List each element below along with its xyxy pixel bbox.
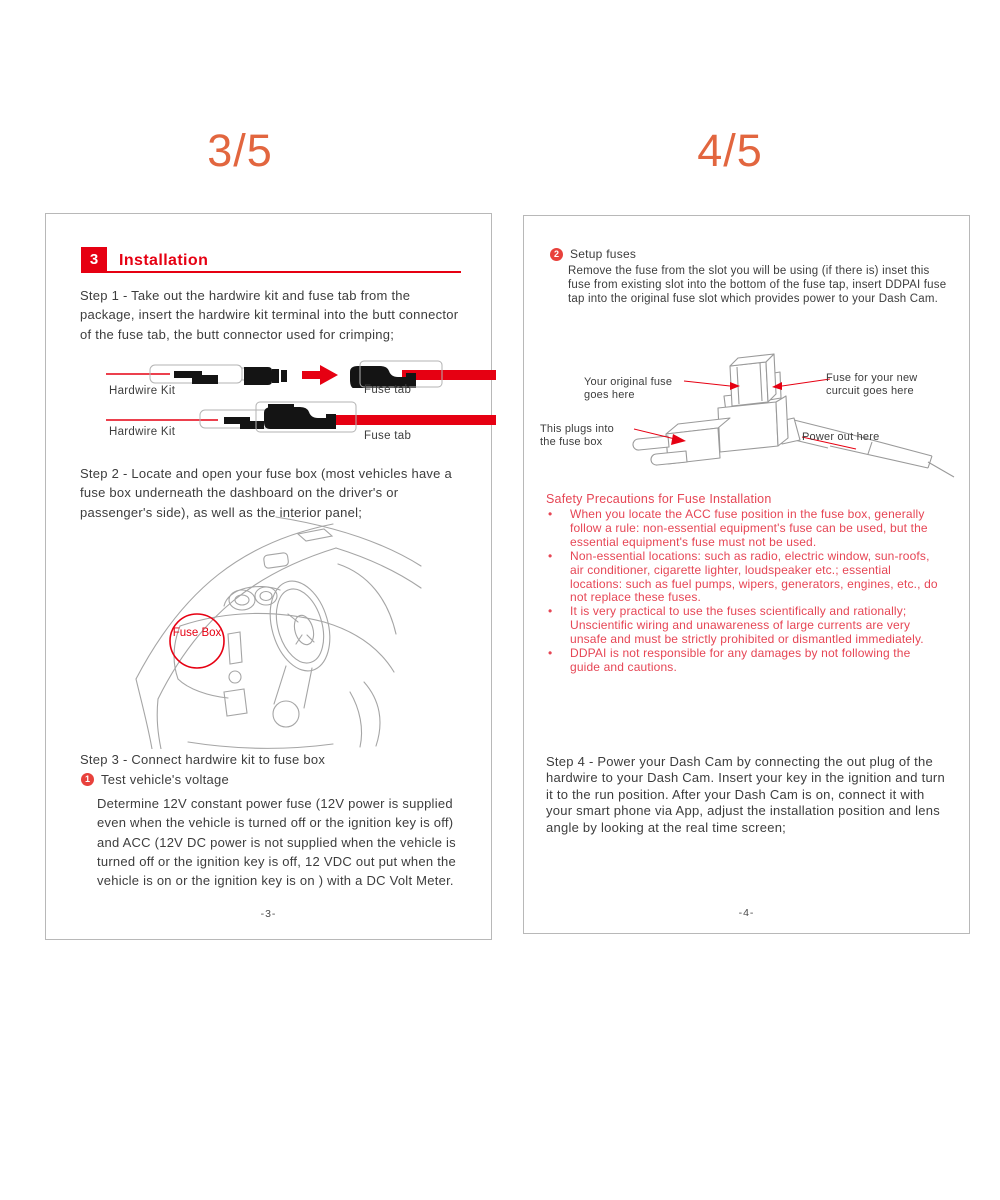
safety-precautions-list [546,508,944,675]
numbered-bullet-2 [550,247,636,261]
fuse-box-callout-circle [170,614,224,668]
bullet-1-body: Determine 12V constant power fuse (12V power is supplied even when the vehicle is turned off or the ignition key is off) and ACC (12V DC power is not supplied when the vehicle is turned off or the ignition key is off, 12 VDC out put when the vehicle is on or the ignition key is on ) with a DC Volt Meter. [97,796,457,889]
page-number-3: -3- [260,908,277,920]
bullet-1-number-badge: 1 [81,773,94,786]
safety-bullet: • When you locate the ACC fuse position in the fuse box, generally follow a rule: non-essential equipment's fuse can be used, but the essential equipment's fuse must not be used. [546,508,944,550]
page-number-4: -4- [738,907,755,919]
page-indicator-left: 3/5 [207,125,273,176]
label-power-out: Power out here [802,431,880,443]
section-title: Installation [119,252,209,269]
hardwire-kit-label-1: Hardwire Kit [109,385,176,397]
safety-precautions-title: Safety Precautions for Fuse Installation [546,492,772,506]
bullet-2-number-badge: 2 [550,248,563,261]
step-2-text: Step 2 - Locate and open your fuse box (most vehicles have a fuse box underneath the dashboard on the driver's or passenger's side), as well as the interior panel; [80,466,452,520]
hardwire-to-fusetab-diagram [106,358,496,388]
numbered-bullet-1 [81,772,229,787]
fuse-tap-diagram [534,346,959,481]
step-3-text: Step 3 - Connect hardwire kit to fuse box [80,752,326,767]
safety-bullet: • Non-essential locations: such as radio, electric window, sun-roofs, air conditioner, cigarette lighter, loudspeaker etc.; essential locations: such as fuel pumps, wipers, generators, engines, etc., do not replace these fuses. [546,550,944,606]
fuse-box-callout-label: Fuse Box [172,627,222,639]
safety-bullet: • DDPAI is not responsible for any damages by not following the guide and cautions. [546,647,944,675]
label-new-circuit-fuse: Fuse for your new curcuit goes here [826,372,918,397]
bullet-2-title: Setup fuses [570,247,637,261]
label-plugs-into-fusebox: This plugs into the fuse box [540,423,614,448]
page-indicator-right: 4/5 [697,125,763,176]
red-arrow-icon [302,365,338,385]
fuse-tab-label-2: Fuse tab [364,430,412,442]
safety-bullet: • It is very practical to use the fuses scientifically and rationally; Unscientific wiring and unawareness of large currents are very unsafe and must be strictly prohibited or dismantled immediately. [546,605,944,647]
section-number-badge: 3 [81,247,107,273]
bullet-2-body: Remove the fuse from the slot you will be using (if there is) inset this fuse from existing slot into the bottom of the fuse tap, insert DDPAI fuse tap into the original fuse slot which provides power to your Dash Cam. [568,265,947,305]
bullet-1-title: Test vehicle's voltage [101,772,229,787]
section-underline [107,271,461,273]
manual-page-3 [45,213,492,940]
step-4-text: Step 4 - Power your Dash Cam by connecting the out plug of the hardwire to your Dash Cam. Insert your key in the ignition and turn it to the run position. After your Dash Cam is on, connect it with your smart phone via App, adjust the installation position and lens angle by looking at the real time screen; [546,754,945,835]
manual-page-4 [523,215,970,934]
fuse-tab-label-1: Fuse tab [364,384,412,396]
label-original-fuse: Your original fuse goes here [584,376,673,401]
hardwire-kit-label-2: Hardwire Kit [109,426,176,438]
step-1-text: Step 1 - Take out the hardwire kit and fuse tab from the package, insert the hardwire kit terminal into the butt connector of the fuse tab, the butt connector used for crimping; [80,288,459,342]
